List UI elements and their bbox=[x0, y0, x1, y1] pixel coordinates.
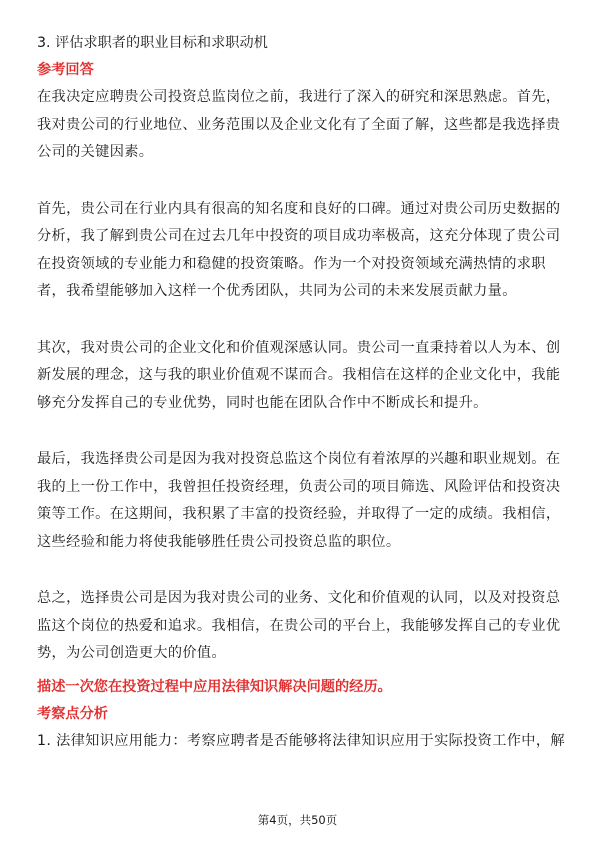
paragraph-line: 势，为公司创造更大的价值。 bbox=[37, 645, 226, 661]
next-question-title: 描述一次您在投资过程中应用法律知识解决问题的经历。 bbox=[37, 678, 392, 695]
paragraph-line: 在我决定应聘贵公司投资总监岗位之前，我进行了深入的研究和深思熟虑。首先， bbox=[37, 89, 561, 105]
paragraph-line: 够充分发挥自己的专业优势，同时也能在团队合作中不断成长和提升。 bbox=[37, 394, 488, 411]
paragraph-line: 新发展的理念，这与我的职业价值观不谋而合。我相信在这样的企业文化中，我能 bbox=[37, 367, 561, 383]
answer-label: 参考回答 bbox=[37, 62, 94, 78]
paragraph bbox=[37, 446, 562, 556]
answer-body bbox=[37, 84, 562, 668]
analysis-label: 考察点分析 bbox=[37, 705, 108, 722]
paragraph-line: 这些经验和能力将使我能够胜任贵公司投资总监的职位。 bbox=[37, 533, 401, 550]
paragraph bbox=[37, 585, 562, 668]
paragraph-line: 总之，选择贵公司是因为我对贵公司的业务、文化和价值观的认同，以及对投资总 bbox=[37, 590, 561, 606]
paragraph-line: 我对贵公司的行业地位、业务范围以及企业文化有了全面了解，这些都是我选择贵 bbox=[37, 116, 561, 133]
paragraph-line: 策等工作。在这期间，我积累了丰富的投资经验，并取得了一定的成绩。我相信， bbox=[37, 506, 561, 522]
paragraph-gap bbox=[37, 167, 562, 196]
paragraph-line: 监这个岗位的热爱和追求。我相信，在贵公司的平台上，我能够发挥自己的专业优 bbox=[37, 617, 561, 634]
paragraph-line: 最后，我选择贵公司是因为我对投资总监这个岗位有着浓厚的兴趣和职业规划。在 bbox=[37, 451, 561, 467]
paragraph-line: 我的上一份工作中，我曾担任投资经理，负责公司的项目筛选、风险评估和投资决 bbox=[37, 478, 561, 495]
paragraph-line: 分析，我了解到贵公司在过去几年中投资的项目成功率极高，这充分体现了贵公司 bbox=[37, 228, 561, 244]
paragraph-line: 在投资领域的专业能力和稳健的投资策略。作为一个对投资领域充满热情的求职 bbox=[37, 255, 546, 272]
paragraph-line: 者，我希望能够加入这样一个优秀团队，共同为公司的未来发展贡献力量。 bbox=[37, 283, 517, 299]
paragraph-gap bbox=[37, 417, 562, 446]
paragraph-line: 其次，我对贵公司的企业文化和价值观深感认同。贵公司一直秉持着以人为本、创 bbox=[37, 339, 561, 356]
analysis-first-line: 1. 法律知识应用能力：考察应聘者是否能够将法律知识应用于实际投资工作中，解 bbox=[37, 732, 565, 749]
question-title: 3. 评估求职者的职业目标和求职动机 bbox=[37, 35, 268, 51]
page-content bbox=[37, 30, 565, 755]
paragraph bbox=[37, 196, 562, 306]
page-footer: 第4页，共50页 bbox=[257, 813, 338, 827]
paragraph-line: 公司的关键因素。 bbox=[37, 144, 154, 160]
paragraph-gap bbox=[37, 556, 562, 585]
paragraph bbox=[37, 335, 562, 418]
paragraph bbox=[37, 84, 562, 167]
paragraph-line: 首先，贵公司在行业内具有很高的知名度和良好的口碑。通过对贵公司历史数据的 bbox=[37, 200, 561, 217]
paragraph-gap bbox=[37, 306, 562, 335]
